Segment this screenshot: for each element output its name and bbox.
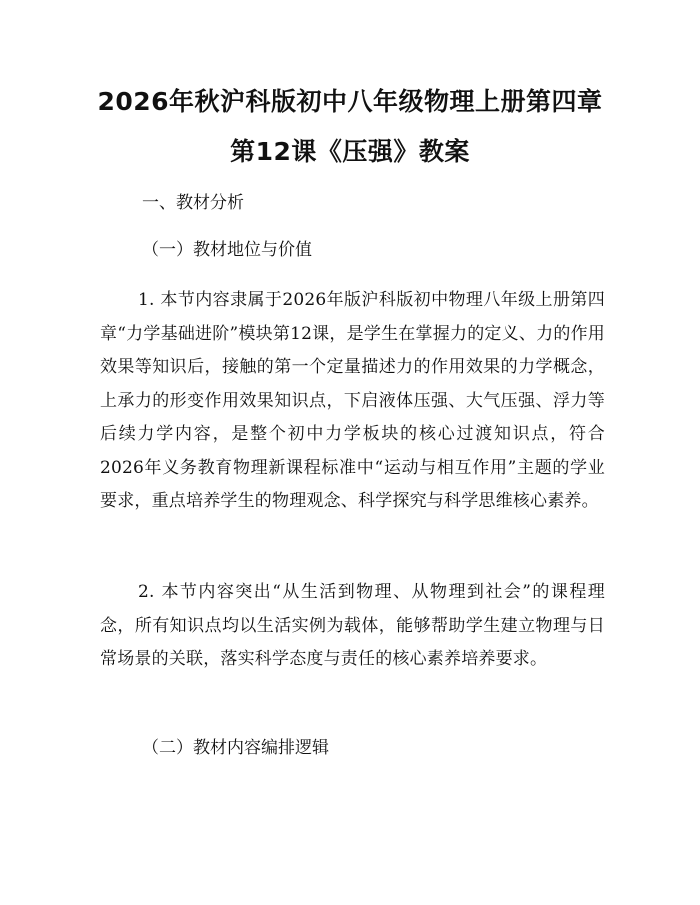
document-title-line-2: 第12课《压强》教案 (230, 137, 470, 166)
paragraph-2: 2. 本节内容突出“从生活到物理、从物理到社会”的课程理念，所有知识点均以生活实例为载体，能够帮助学生建立物理与日常场景的关联，落实科学态度与责任的核心素养培养要求。 (100, 582, 605, 669)
section-heading-textbook-analysis: 一、教材分析 (142, 193, 244, 213)
subsection-heading-position-value: （一）教材地位与价值 (142, 240, 312, 260)
subsection-heading-content-logic: （二）教材内容编排逻辑 (142, 738, 329, 758)
document-title-line-1: 2026年秋沪科版初中八年级物理上册第四章 (97, 87, 603, 116)
paragraph-1: 1. 本节内容隶属于2026年版沪科版初中物理八年级上册第四章“力学基础进阶”模块第12课，是学生在掌握力的定义、力的作用效果等知识后，接触的第一个定量描述力的作用效果的力学概念，上承力的形变作用效果知识点，下启液体压强、大气压强、浮力等后续力学内容，是整个初中力学板块的核心过渡知识点，符合2026年义务教育物理新课程标准中“运动与相互作用”主题的学业要求，重点培养学生的物理观念、科学探究与科学思维核心素养。 (100, 290, 605, 511)
